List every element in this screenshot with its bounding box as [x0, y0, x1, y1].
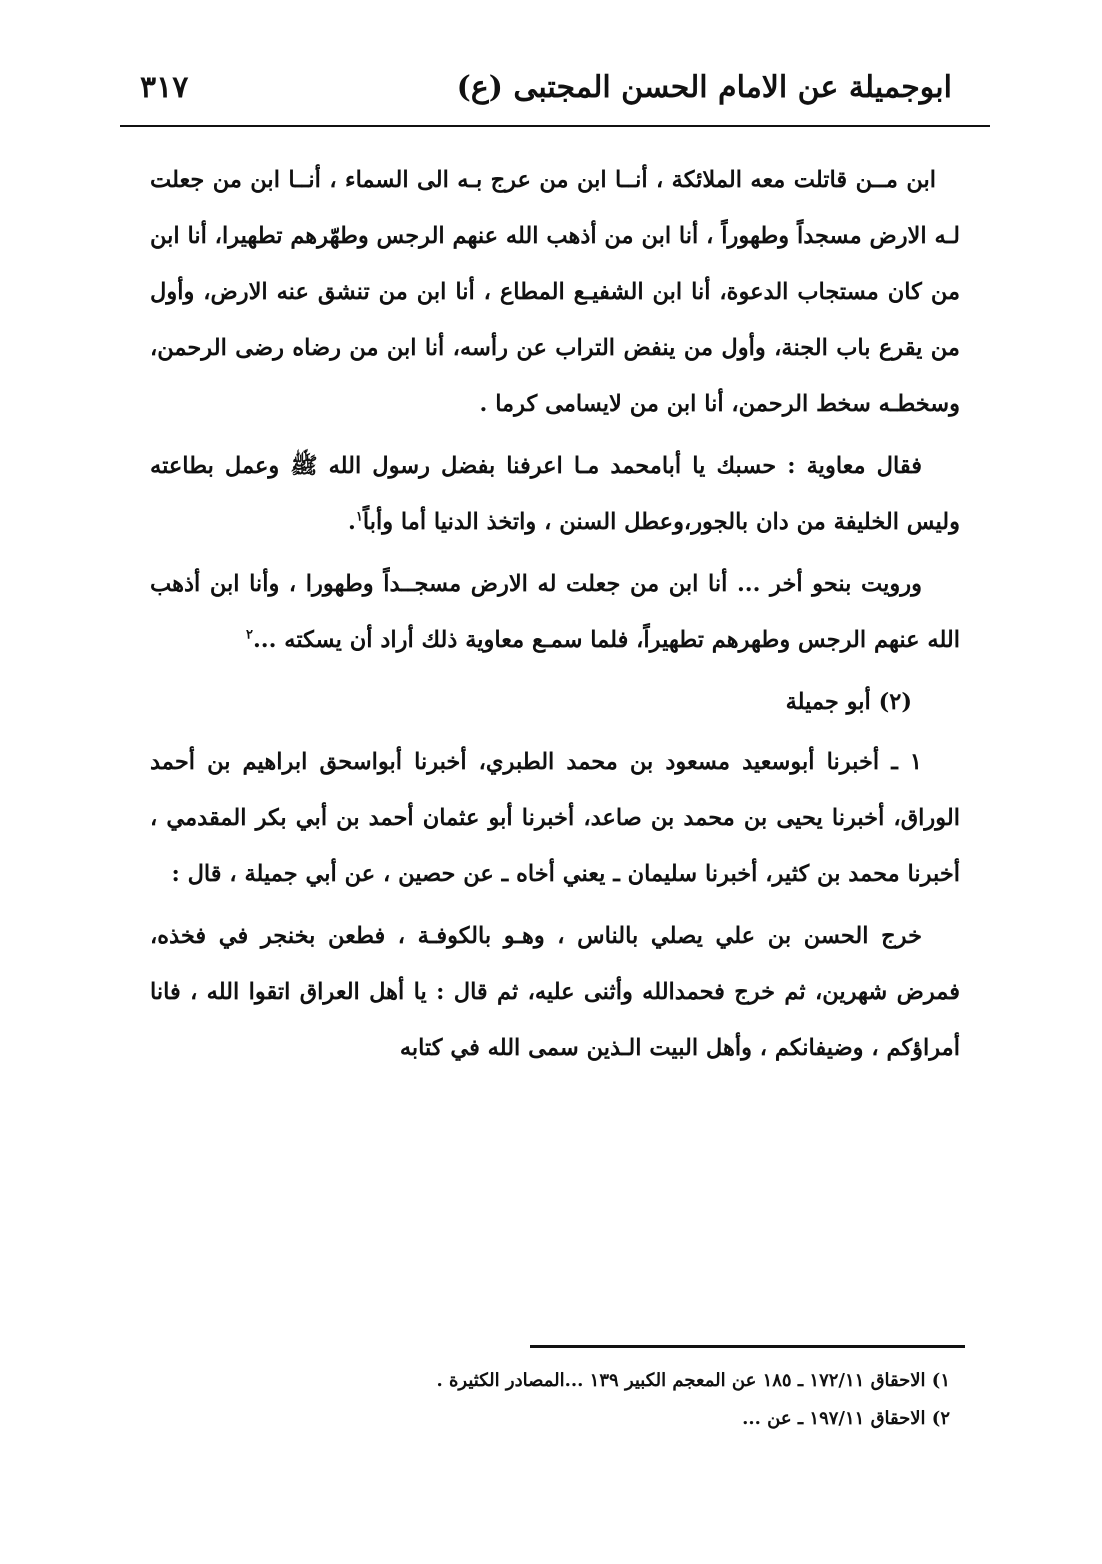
running-title: ابوجميلة عن الامام الحسن المجتبى (ع) [456, 70, 952, 105]
header-rule [120, 125, 990, 127]
paragraph-isnad: ١ ـ أخبرنا أبوسعيد مسعود بن محمد الطبري، أخبرنا أبواسحق ابراهيم بن أحمد الوراق، أخبرنا يحيى بن محمد بن صاعد، أخبرنا أبو عثمان أحمد بن أبي بكر المقدمي ، أخبرنا محمد بن كثير، أخبرنا سليمان ـ يعني أخاه ـ عن حصين ، عن أبي جميلة ، قال : [150, 749, 960, 887]
body-text [150, 152, 960, 1082]
running-header [120, 62, 962, 118]
paragraph-muawiya-text: فقال معاوية : حسبك يا أبامحمد مـا اعرفنا بفضل رسول الله ﷺ وعمل بطاعته وليس الخليفة من دان بالجور،وعطل السنن ، واتخذ الدنيا أما وأباً [150, 453, 960, 535]
footnote-rule [530, 1345, 965, 1348]
footnote-2: ٢) الاحقاق ١٩٧/١١ ـ عن ... [742, 1408, 950, 1429]
paragraph-narration: خرج الحسن بن علي يصلي بالناس ، وهـو بالكوفـة ، فطعن بخنجر في فخذه، فمرض شهرين، ثم خرج فحمدالله وأثنى عليه، ثم قال : يا أهل العراق اتقوا الله ، فانا أمراؤكم ، وضيفانكم ، وأهل البيت الـذين سمى الله في كتابه [150, 923, 960, 1061]
footnotes [150, 1362, 950, 1438]
page-number: ٣١٧ [140, 70, 189, 105]
section-heading: (٢) أبو جميلة [785, 689, 912, 715]
paragraph-variant-narration [150, 556, 960, 668]
paragraph-variant-text: ورويت بنحو أخر ... أنا ابن من جعلت له الارض مسجــداً وطهورا ، وأنا ابن أذهب الله عنهم الرجس وطهرهم تطهيراً، فلما سمـع معاوية ذلك أراد أن يسكته ... [150, 571, 960, 653]
footnote-1: ١) الاحقاق ١٧٢/١١ ـ ١٨٥ عن المعجم الكبير ١٣٩ ...المصادر الكثيرة . [436, 1370, 950, 1391]
paragraph-muawiya-tail: . [348, 509, 356, 535]
footnote-ref-1: ١ [355, 509, 363, 525]
paragraph-lineage: ابن مــن قاتلت معه الملائكة ، أنــا ابن من عرج بـه الى السماء ، أنــا ابن من جعلت لـه الارض مسجداً وطهوراً ، أنا ابن من أذهب الله عنهم الرجس وطهّرهم تطهيرا، أنا ابن من كان مستجاب الدعوة، أنا ابن الشفيـع المطاع ، أنا ابن من تنشق عنه الارض، وأول من يقرع باب الجنة، وأول من ينفض التراب عن رأسه، أنا ابن من رضاه رضى الرحمن، وسخطـه سخط الرحمن، أنا ابن من لايسامى كرما . [150, 167, 960, 417]
footnote-ref-2: ٢ [245, 627, 253, 643]
paragraph-muawiya-reply [150, 438, 960, 550]
